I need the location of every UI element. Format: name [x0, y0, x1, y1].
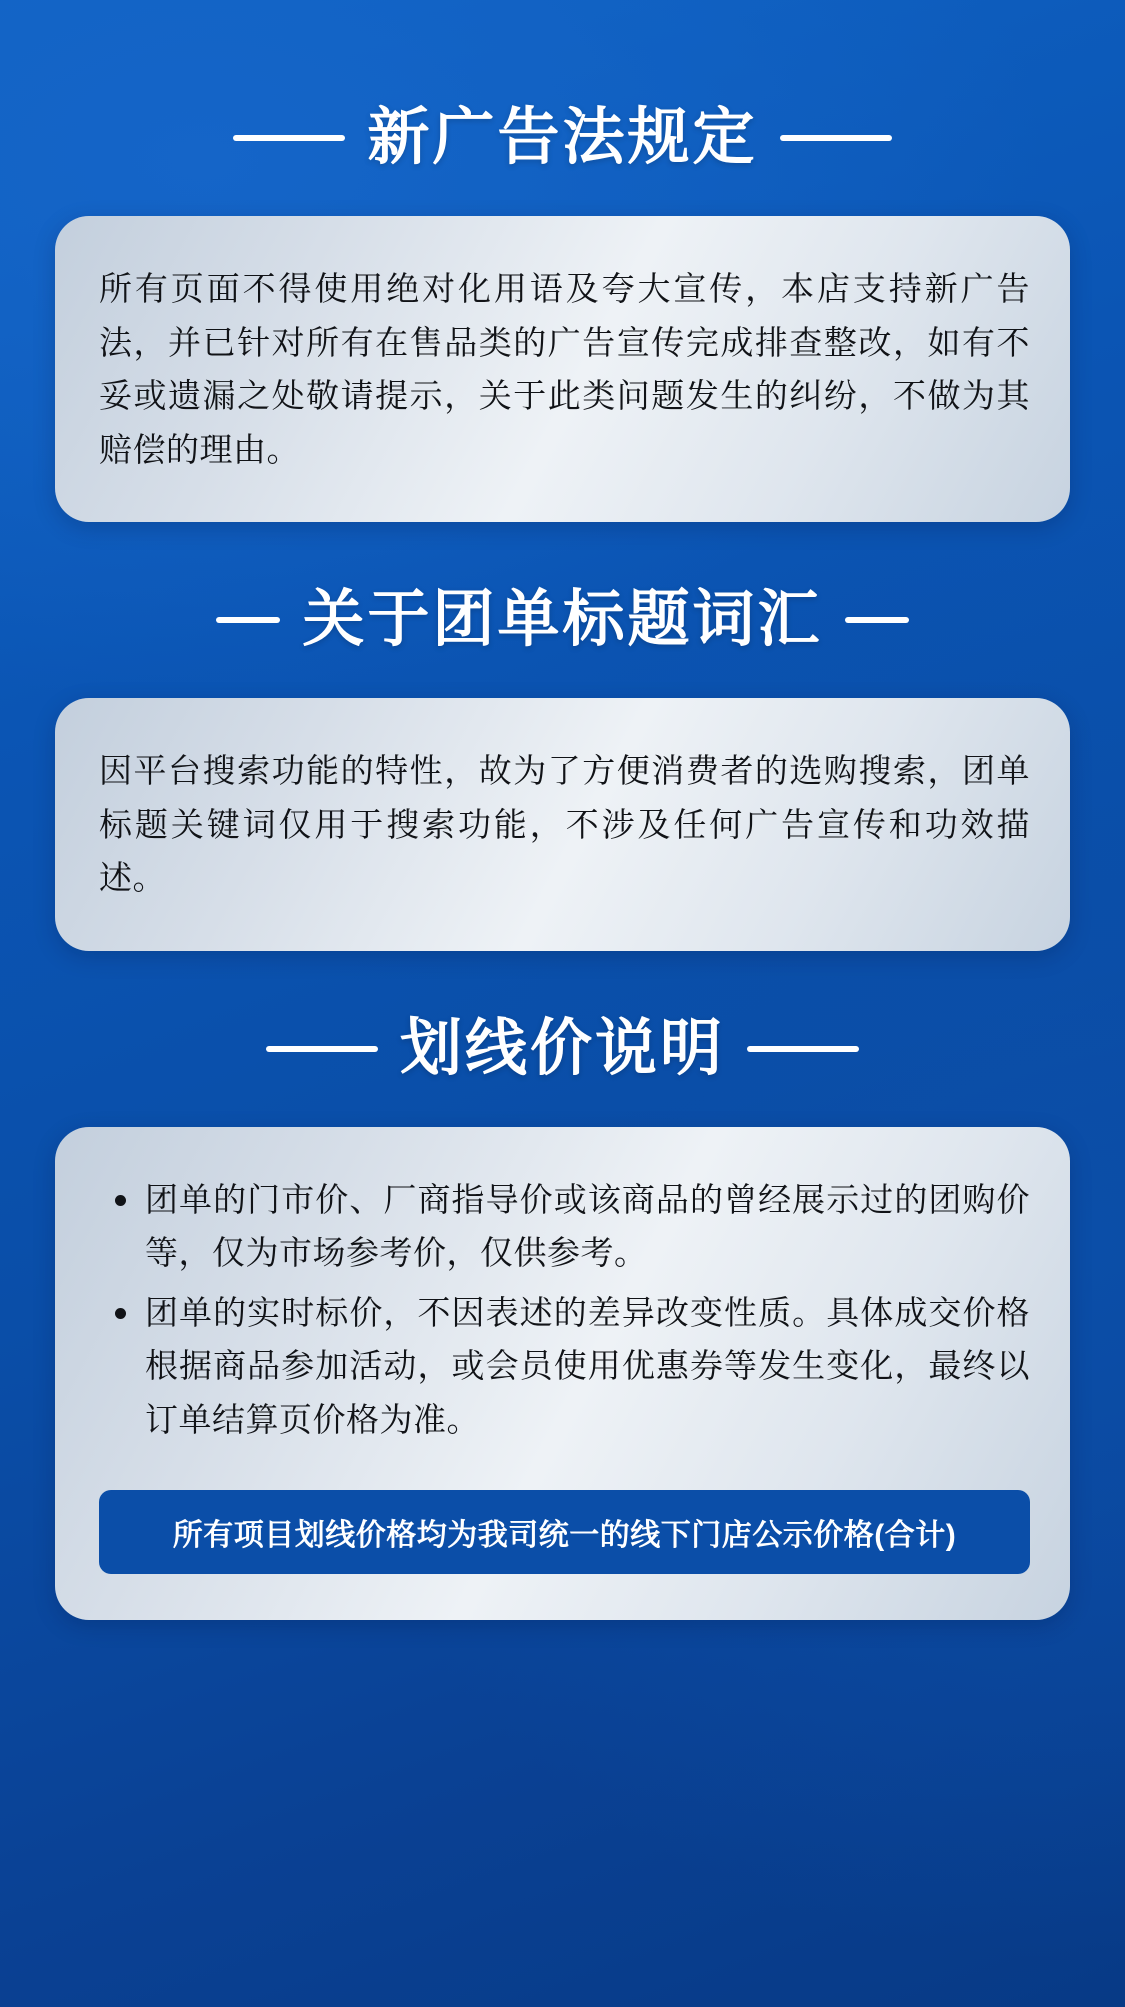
price-notice-banner — [99, 1490, 1030, 1574]
policy-bullet-list — [99, 1173, 1030, 1446]
section-title: 新广告法规定 — [367, 103, 758, 172]
section-title: 关于团单标题词汇 — [302, 585, 823, 654]
price-notice-text: 所有项目划线价格均为我司统一的线下门店公示价格(合计) — [172, 1519, 957, 1552]
heading-rule-right — [780, 135, 892, 141]
section-strikethrough-price — [55, 951, 1070, 1620]
section-group-title-keywords — [55, 522, 1070, 951]
policy-paragraph: 因平台搜索功能的特性，故为了方便消费者的选购搜索，团单标题关键词仅用于搜索功能，不涉及任何广告宣传和功效描述。 — [99, 752, 1030, 897]
heading-rule-left — [266, 1046, 378, 1052]
heading-rule-left — [233, 135, 345, 141]
section-new-ad-law — [55, 0, 1070, 522]
heading-rule-left — [216, 617, 280, 623]
heading-rule-right — [747, 1046, 859, 1052]
section-heading — [55, 586, 1070, 654]
policy-paragraph: 所有页面不得使用绝对化用语及夸大宣传，本店支持新广告法，并已针对所有在售品类的广告宣传完成排查整改，如有不妥或遗漏之处敬请提示，关于此类问题发生的纠纷，不做为其赔偿的理由。 — [99, 270, 1030, 468]
heading-rule-right — [845, 617, 909, 623]
policy-card — [55, 1127, 1070, 1620]
section-heading — [55, 1015, 1070, 1083]
policy-card — [55, 698, 1070, 950]
policy-card — [55, 216, 1070, 522]
list-item: 团单的门市价、厂商指导价或该商品的曾经展示过的团购价等，仅为市场参考价，仅供参考。 — [99, 1173, 1030, 1280]
section-heading — [55, 104, 1070, 172]
list-item: 团单的实时标价，不因表述的差异改变性质。具体成交价格根据商品参加活动，或会员使用优惠券等发生变化，最终以订单结算页价格为准。 — [99, 1286, 1030, 1446]
section-title: 划线价说明 — [399, 1013, 725, 1083]
